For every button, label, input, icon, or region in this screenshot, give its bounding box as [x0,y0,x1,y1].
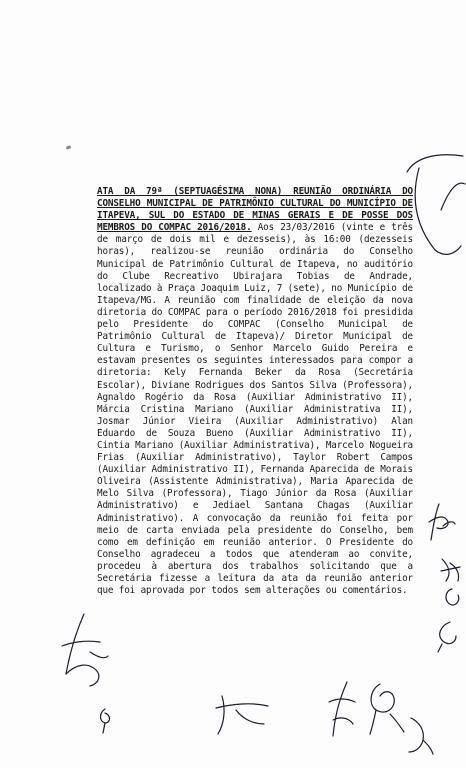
minutes-body: Aos 23/03/2016 (vinte e três de março de dois mil e dezesseis), às 16:00 (dezesseis horas), realizou-se reunião ordinária do Conselho Municipal de Patrimônio Cultural de Itapeva, no auditório do Clube Recreativo Ubirajara Tobias de Andrade, localizado à Praça Joaquim Luiz, 7 (sete), no Município de Itapeva/MG. A reunião com finalidade de eleição da nova diretoria do COMPAC para o período 2016/2018 foi presidida pelo Presidente do COMPAC (Conselho Municipal de Patrimônio Cultural de Itapeva)/ Diretor Municipal de Cultura e Turismo, o Senhor Marcelo Guido Pereira e estavam presentes os seguintes interessados para compor a diretoria: Kely Fernanda Beker da Rosa (Secretária Escolar), Diviane Rodrigues dos Santos Silva (Professora), Agnaldo Rogério da Rosa (Auxiliar Administrativo II), Márcia Cristina Mariano (Auxiliar Administrativa II), Josmar Júnior Vieira (Auxiliar Administrativo) Alan Eduardo de Souza Bueno (Auxiliar Administrativo II), Cintia Mariano (Auxiliar Administrativa), Marcelo Nogueira Frias (Auxiliar Administrativo), Taylor Robert Campos (Auxiliar Administrativo II), Fernanda Aparecida de Morais Oliveira (Assistente Administrativa), Maria Aparecida de Melo Silva (Professora), Tiago Júnior da Rosa (Auxiliar Administrativo) e Jediael Santana Chagas (Auxiliar Administrativo). A convocação da reunião foi feita por meio de carta enviada pela presidente do Conselho, bem como em definição em reunião anterior. O Presidente do Conselho agradeceu a todos que atenderam ao convite, procedeu à abertura dos trabalhos solicitando que a Secretária fizesse a leitura da ata da reunião anterior que foi aprovada por todos sem alterações ou comentários. [97,222,413,597]
scan-speck [66,145,72,150]
minutes-heading: ATA DA 79ª (SEPTUAGÉSIMA NONA) REUNIÃO ORDINÁRIA DO CONSELHO MUNICIPAL DE PATRIMÔNIO CULTURAL DO MUNICÍPIO DE ITAPEVA, SUL DO ESTADO DE MINAS GERAIS E DE POSSE DOS MEMBROS DO COMPAC 2016/2018. [97,186,413,234]
signature-bottom-4 [360,680,406,736]
initials-right-3 [440,585,464,609]
initials-right-1 [425,500,457,542]
signature-top-right [405,150,466,260]
minutes-text [97,186,413,597]
signature-bottom-1 [95,705,117,735]
signature-bottom-3 [325,680,359,740]
signature-left [56,612,112,690]
signature-bottom-2 [212,690,272,738]
signature-bottom-5 [405,712,435,756]
initials-right-4 [432,618,460,654]
initials-right-2 [438,555,464,585]
